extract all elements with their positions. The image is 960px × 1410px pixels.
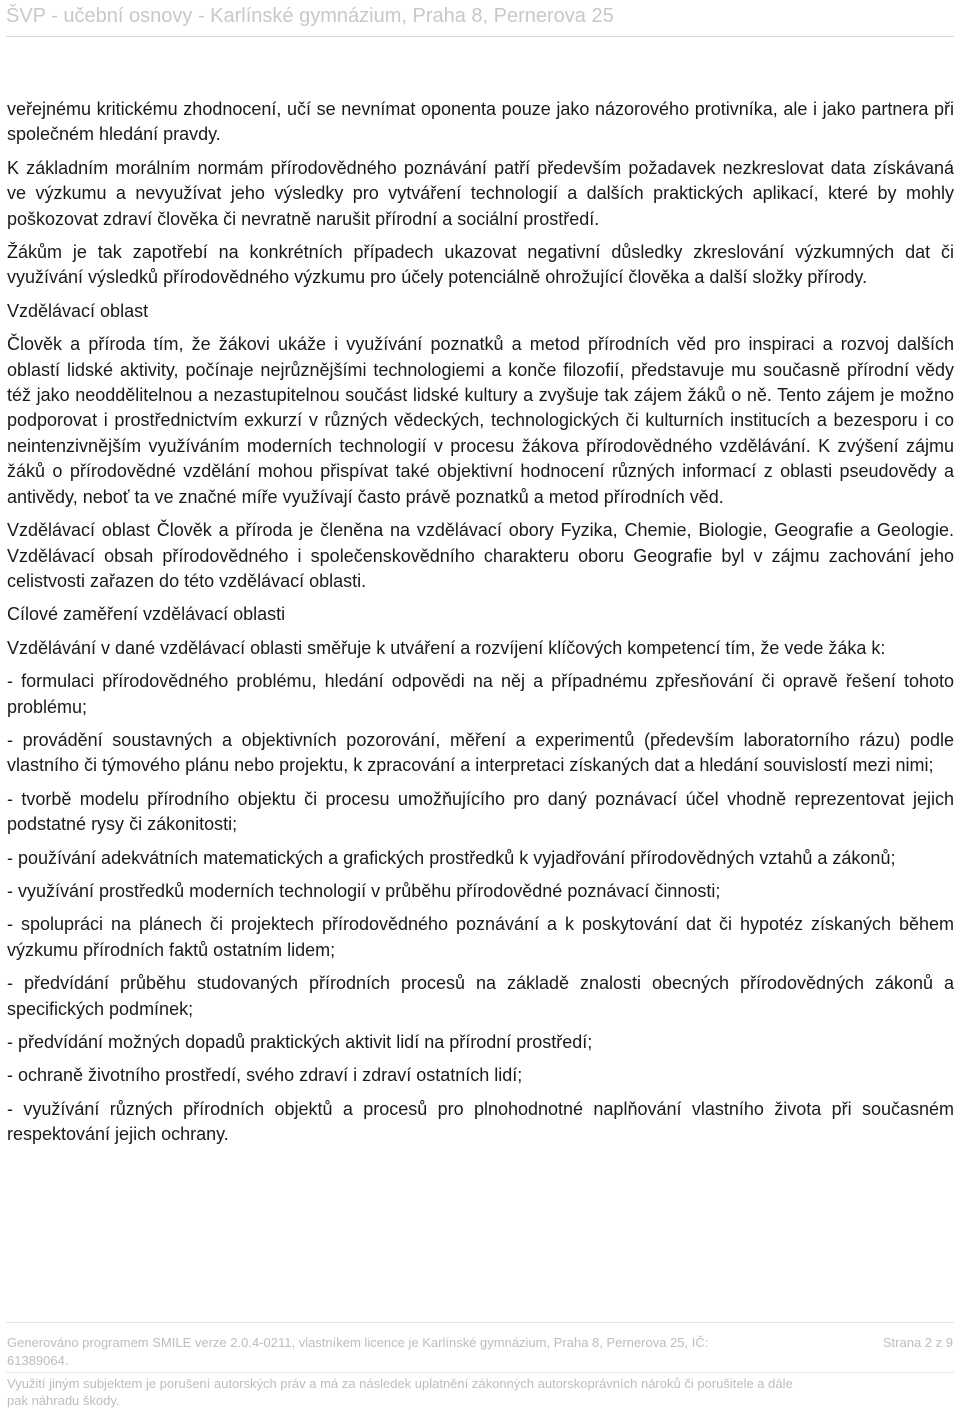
footer-generated-note: Generováno programem SMILE verze 2.0.4-0211, vlastníkem licence je Karlínské gymnázium, Praha 8, Pernerova 25, IČ: 61389064.	[7, 1335, 709, 1368]
paragraph: Vzdělávací oblast Člověk a příroda je členěna na vzdělávací obory Fyzika, Chemie, Biologie, Geografie a Geologie. Vzdělávací obsah přírodovědného i společenskovědního charakteru oboru Geografie byl v zájmu zachování jeho celistvosti zařazen do této vzdělávací oblasti.	[7, 520, 954, 591]
paragraph: K základním morálním normám přírodovědného poznávání patří především požadavek nezkreslovat data získávaná ve výzkumu a nevyužívat jeho výsledky pro vytváření technologií a dalších praktických aplikací, které by mohly poškozovat zdraví člověka či nevratně narušit přírodní a sociální prostředí.	[7, 157, 954, 229]
page-header-title: ŠVP - učební osnovy - Karlínské gymnázium, Praha 8, Pernerova 25	[6, 5, 614, 27]
list-item: - využívání prostředků moderních technologií v průběhu přírodovědné poznávací činnosti;	[7, 880, 721, 901]
list-item: - provádění soustavných a objektivních pozorování, měření a experimentů (především laboratorního rázu) podle vlastního či týmového plánu nebo projektu, k zpracování a interpretaci získaných dat a hledání souvislostí mezi nimi;	[7, 729, 954, 776]
list-item: - tvorbě modelu přírodního objektu či procesu umožňujícího pro daný poznávací účel vhodně reprezentovat jejich podstatné rysy či zákonitosti;	[7, 788, 954, 835]
section-heading: Vzdělávací oblast	[7, 300, 149, 321]
copyright-notice: Využití jiným subjektem je porušení autorských práv a má za následek uplatnění zákonných autorskoprávních nároků či porušitele a dále pak náhradu škody.	[7, 1376, 793, 1408]
page-number: Strana 2 z 9	[882, 1335, 953, 1350]
list-item: - předvídání průběhu studovaných přírodních procesů na základě znalosti obecných přírodovědných zákonů a specifických podmínek;	[7, 973, 954, 1019]
paragraph: Člověk a příroda tím, že žákovi ukáže i využívání poznatků a metod přírodních věd pro inspiraci a rozvoj dalších oblastí lidské aktivity, počínaje nejrůznějšími technologiemi a konče filozofií, představuje mu současně přírodní vědy též jako neoddělitelnou a nezastupitelnou součást lidské kultury a zvyšuje tak zájem žáků o ně. Tento zájem je možno podporovat i prostřednictvím exkurzí v různých vědeckých, technologických či kulturních institucích a bezesporu i co neintenzivnějším využíváním moderních technologií v procesu žákova přírodovědného vzdělávání. K zvýšení zájmu žáků o přírodovědné vzdělání mohou přispívat také objektivní hodnocení různých informací z oblasti pseudovědy a antivědy, neboť ta ve značné míře využívají často právě poznatků a metod přírodních věd.	[7, 334, 954, 507]
list-item: - spolupráci na plánech či projektech přírodovědného poznávání a k poskytování dat či hypotéz získaných během výzkumu přírodních faktů ostatním lidem;	[7, 914, 954, 960]
list-item: - předvídání možných dopadů praktických aktivit lidí na přírodní prostředí;	[7, 1032, 593, 1052]
section-heading: Cílové zaměření vzdělávací oblasti	[7, 604, 286, 625]
header-divider	[6, 36, 954, 37]
paragraph: Vzdělávání v dané vzdělávací oblasti směřuje k utváření a rozvíjení klíčových kompetencí tím, že vede žáka k:	[7, 637, 886, 658]
paragraph: veřejnému kritickému zhodnocení, učí se nevnímat oponenta pouze jako názorového protivníka, ale i jako partnera při společném hledání pravdy.	[7, 99, 954, 145]
footer-divider	[6, 1322, 954, 1323]
list-item: - používání adekvátních matematických a grafických prostředků k vyjadřování přírodovědných vztahů a zákonů;	[7, 847, 896, 868]
list-item: - využívání různých přírodních objektů a procesů pro plnohodnotné naplňování vlastního života při současném respektování jejich ochrany.	[7, 1098, 954, 1145]
list-item: - ochraně životního prostředí, svého zdraví i zdraví ostatních lidí;	[7, 1065, 523, 1086]
list-item: - formulaci přírodovědného problému, hledání odpovědi na něj a případnému zpřesňování či opravě řešení tohoto problému;	[7, 671, 954, 717]
document-body	[7, 97, 954, 1156]
paragraph: Žákům je tak zapotřebí na konkrétních případech ukazovat negativní důsledky zkreslování výzkumných dat či využívání výsledků přírodovědného výzkumu pro účely potenciálně ohrožující člověka a další složky přírody.	[7, 242, 954, 288]
footer-divider-secondary	[6, 1372, 954, 1373]
